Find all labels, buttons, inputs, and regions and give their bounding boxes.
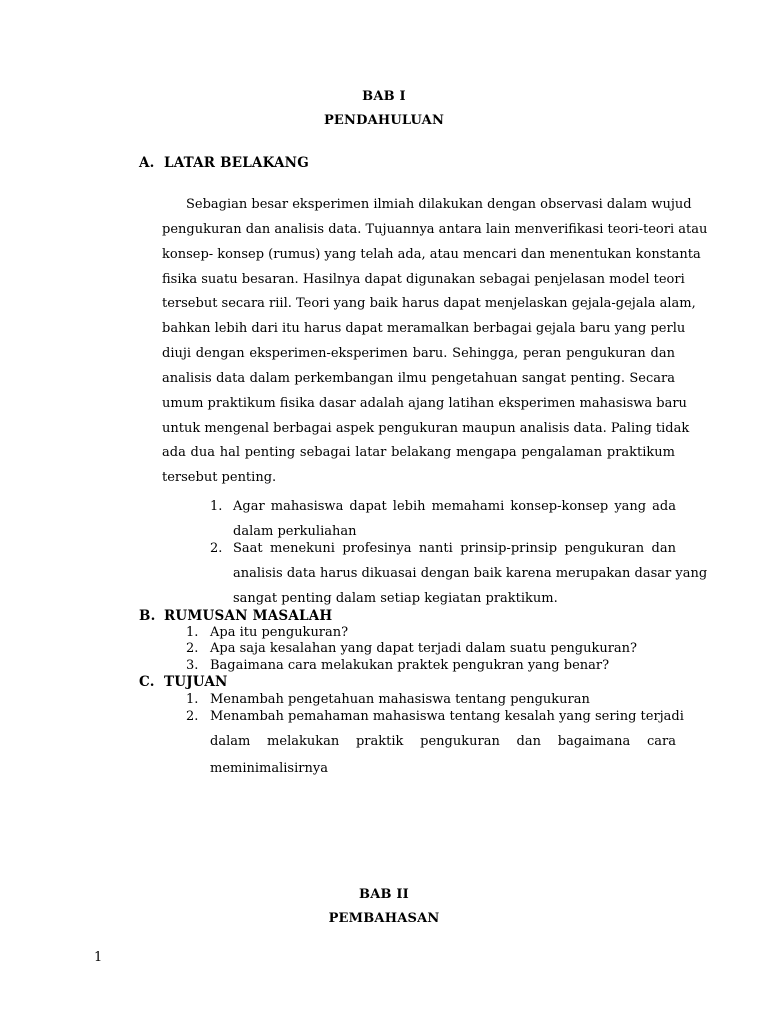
list-item-line: analisis data harus dikuasai dengan baik karena merupakan dasar yang [233, 566, 708, 581]
section-heading-tujuan [139, 674, 228, 690]
paragraph-line: ada dua hal penting sebagai latar belakang mengapa pengalaman praktikum [162, 445, 675, 461]
section-letter: B. [139, 608, 156, 624]
section-heading-text: TUJUAN [164, 674, 228, 690]
list-item-line: Apa itu pengukuran? [210, 625, 349, 640]
list-item-line: meminimalisirnya [210, 761, 328, 776]
paragraph-line: Sebagian besar eksperimen ilmiah dilakukan dengan observasi dalam wujud [186, 197, 692, 212]
paragraph-line: pengukuran dan analisis data. Tujuannya antara lain menverifikasi teori-teori atau [162, 221, 708, 237]
paragraph-line: bahkan lebih dari itu harus dapat meramalkan berbagai gejala baru yang perlu [162, 321, 686, 337]
list-number: 1. [186, 625, 199, 640]
section-heading-text: LATAR BELAKANG [164, 155, 309, 171]
list-item-line: Menambah pemahaman mahasiswa tentang kesalah yang sering terjadi [210, 709, 684, 724]
paragraph-line: umum praktikum fisika dasar adalah ajang latihan eksperimen mahasiswa baru [162, 395, 687, 411]
list-number: 3. [186, 658, 199, 673]
list-item-line: dalam perkuliahan [233, 524, 357, 539]
paragraph-line: untuk mengenal berbagai aspek pengukuran maupun analisis data. Paling tidak [162, 420, 690, 436]
paragraph-latar-belakang [162, 193, 708, 491]
section-letter: A. [139, 155, 155, 171]
list-item-line: Menambah pengetahuan mahasiswa tentang pengukuran [210, 692, 590, 707]
list-item-line: Apa saja kesalahan yang dapat terjadi dalam suatu pengukuran? [210, 641, 638, 656]
paragraph-line: tersebut secara riil. Teori yang baik harus dapat menjelaskan gejala-gejala alam, [162, 296, 696, 312]
chapter-subtitle: PEMBAHASAN [328, 911, 440, 926]
section-heading-text: RUMUSAN MASALAH [164, 608, 333, 624]
list-number: 2. [210, 541, 223, 556]
list-item-line: Bagaimana cara melakukan praktek pengukran yang benar? [210, 658, 610, 673]
list-item-line: sangat penting dalam setiap kegiatan praktikum. [233, 591, 558, 606]
paragraph-line: tersebut penting. [162, 470, 277, 486]
chapter-title: BAB I [362, 89, 406, 104]
list-number: 1. [210, 499, 223, 514]
paragraph-line: konsep- konsep (rumus) yang telah ada, atau mencari dan menentukan konstanta [162, 246, 701, 262]
list-item-line: dalam melakukan praktik pengukuran dan bagaimana cara [210, 734, 676, 749]
list-item-line: Saat menekuni profesinya nanti prinsip-prinsip pengukuran dan [233, 541, 676, 556]
section-letter: C. [139, 674, 155, 690]
chapter-title: BAB II [359, 887, 409, 902]
chapter-subtitle: PENDAHULUAN [323, 113, 445, 128]
section-heading-rumusan-masalah [139, 608, 332, 624]
page-number: 1 [94, 950, 103, 965]
paragraph-line: fisika suatu besaran. Hasilnya dapat digunakan sebagai penjelasan model teori [162, 271, 685, 287]
section-heading-latar-belakang [139, 155, 309, 171]
list-item-line: Agar mahasiswa dapat lebih memahami konsep-konsep yang ada [233, 499, 676, 514]
paragraph-line: diuji dengan eksperimen-eksperimen baru. Sehingga, peran pengukuran dan [162, 346, 675, 362]
list-number: 1. [186, 692, 199, 707]
paragraph-line: analisis data dalam perkembangan ilmu pengetahuan sangat penting. Secara [162, 370, 675, 386]
list-number: 2. [186, 709, 199, 724]
list-number: 2. [186, 641, 199, 656]
